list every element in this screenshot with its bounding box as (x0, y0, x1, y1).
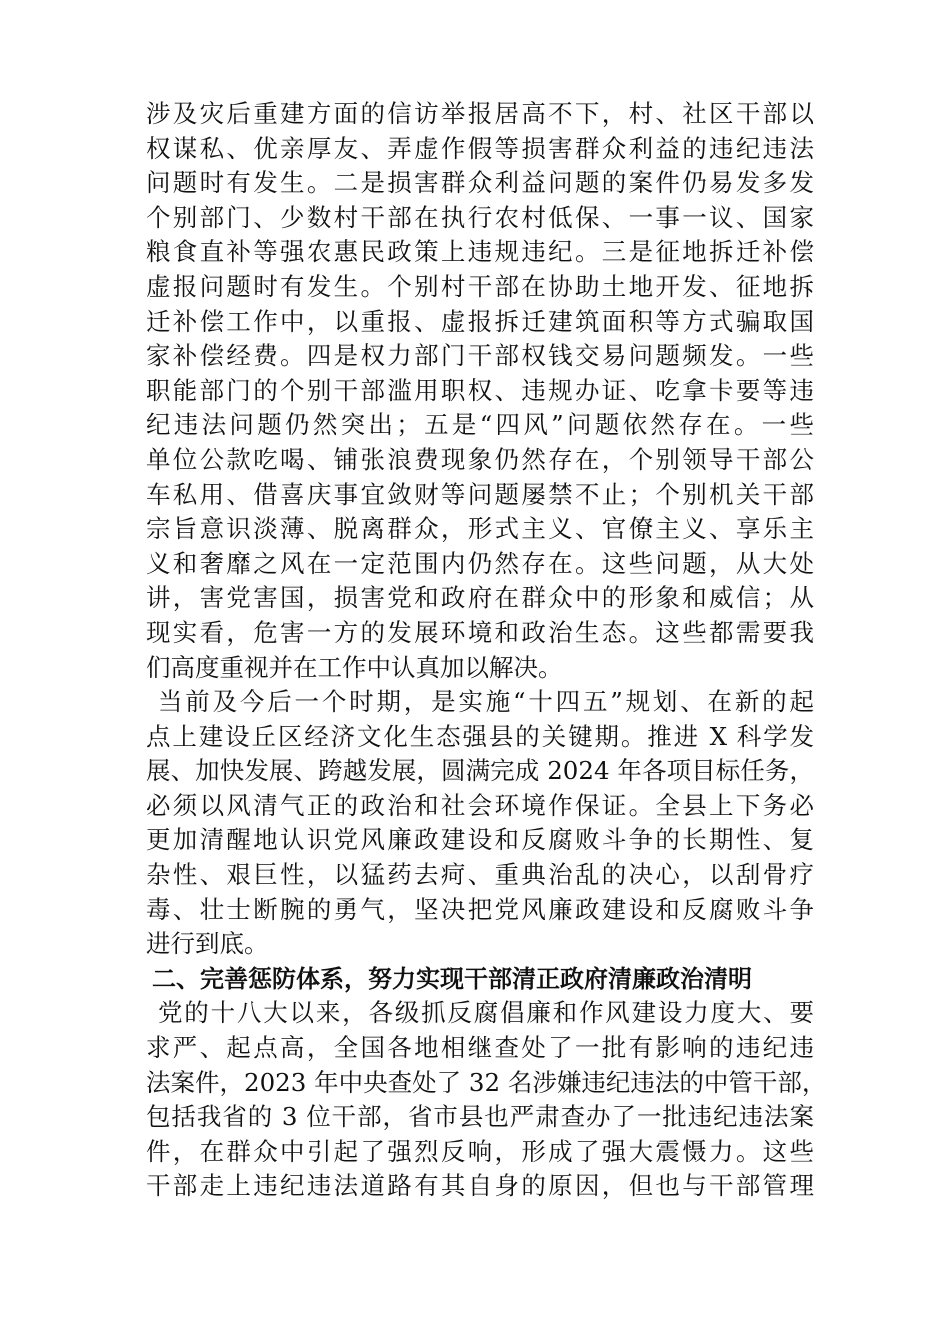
paragraph-line: 点上建设丘区经济文化生态强县的关键期。推进 X 科学发 (146, 721, 814, 751)
paragraph-line: 讲，害党害国，损害党和政府在群众中的形象和威信；从 (146, 583, 814, 613)
paragraph-line: 现实看，危害一方的发展环境和政治生态。这些都需要我 (146, 617, 814, 647)
paragraph-line: 干部走上违纪违法道路有其自身的原因，但也与干部管理 (146, 1171, 814, 1201)
paragraph-line: 件，在群众中引起了强烈反响，形成了强大震慑力。这些 (146, 1136, 814, 1166)
paragraph-1 (146, 97, 814, 685)
paragraph-line: 职能部门的个别干部滥用职权、违规办证、吃拿卡要等违 (146, 375, 814, 405)
paragraph-2 (146, 685, 814, 962)
paragraph-line: 单位公款吃喝、铺张浪费现象仍然存在，个别领导干部公 (146, 444, 814, 474)
paragraph-line: 义和奢靡之风在一定范围内仍然存在。这些问题，从大处 (146, 548, 814, 578)
paragraph-line: 毒、壮士断腕的勇气，坚决把党风廉政建设和反腐败斗争 (146, 894, 814, 924)
paragraph-line: 更加清醒地认识党风廉政建设和反腐败斗争的长期性、复 (146, 825, 814, 855)
paragraph-line: 车私用、借喜庆事宜敛财等问题屡禁不止；个别机关干部 (146, 479, 814, 509)
paragraph-line: 虚报问题时有发生。个别村干部在协助土地开发、征地拆 (146, 271, 814, 301)
document-page (146, 97, 827, 1204)
paragraph-line: 权谋私、优亲厚友、弄虚作假等损害群众利益的违纪违法 (146, 133, 814, 163)
paragraph-line: 求严、起点高，全国各地相继查处了一批有影响的违纪违 (146, 1033, 814, 1063)
paragraph-line: 宗旨意识淡薄、脱离群众，形式主义、官僚主义、享乐主 (146, 514, 814, 544)
paragraph-line: 当前及今后一个时期，是实施“十四五”规划、在新的起 (158, 687, 814, 717)
paragraph-line: 粮食直补等强农惠民政策上违规违纪。三是征地拆迁补偿 (146, 237, 814, 267)
paragraph-line: 纪违法问题仍然突出；五是“四风”问题依然存在。一些 (146, 410, 814, 440)
paragraph-line: 问题时有发生。二是损害群众利益问题的案件仍易发多发 (146, 168, 814, 198)
section-heading: 二、完善惩防体系，努力实现干部清正政府清廉政治清明 (152, 964, 752, 993)
paragraph-line: 个别部门、少数村干部在执行农村低保、一事一议、国家 (146, 202, 814, 232)
paragraph-line: 涉及灾后重建方面的信访举报居高不下，村、社区干部以 (146, 99, 814, 128)
paragraph-3 (146, 996, 827, 1204)
paragraph-line: 党的十八大以来，各级抓反腐倡廉和作风建设力度大、要 (158, 998, 814, 1028)
paragraph-line: 们高度重视并在工作中认真加以解决。 (146, 652, 563, 682)
paragraph-line: 家补偿经费。四是权力部门干部权钱交易问题频发。一些 (146, 341, 814, 371)
paragraph-line: 法案件，2023 年中央查处了 32 名涉嫌违纪违法的中管干部， (146, 1067, 827, 1097)
paragraph-line: 杂性、艰巨性，以猛药去疴、重典治乱的决心，以刮骨疗 (146, 860, 814, 890)
paragraph-line: 包括我省的 3 位干部，省市县也严肃查办了一批违纪违法案 (146, 1102, 814, 1132)
paragraph-line: 必须以风清气正的政治和社会环境作保证。全县上下务必 (146, 790, 814, 820)
paragraph-line: 进行到底。 (146, 929, 269, 959)
paragraph-line: 展、加快发展、跨越发展，圆满完成 2024 年各项目标任务， (146, 756, 814, 786)
paragraph-line: 迁补偿工作中，以重报、虚报拆迁建筑面积等方式骗取国 (146, 306, 814, 336)
